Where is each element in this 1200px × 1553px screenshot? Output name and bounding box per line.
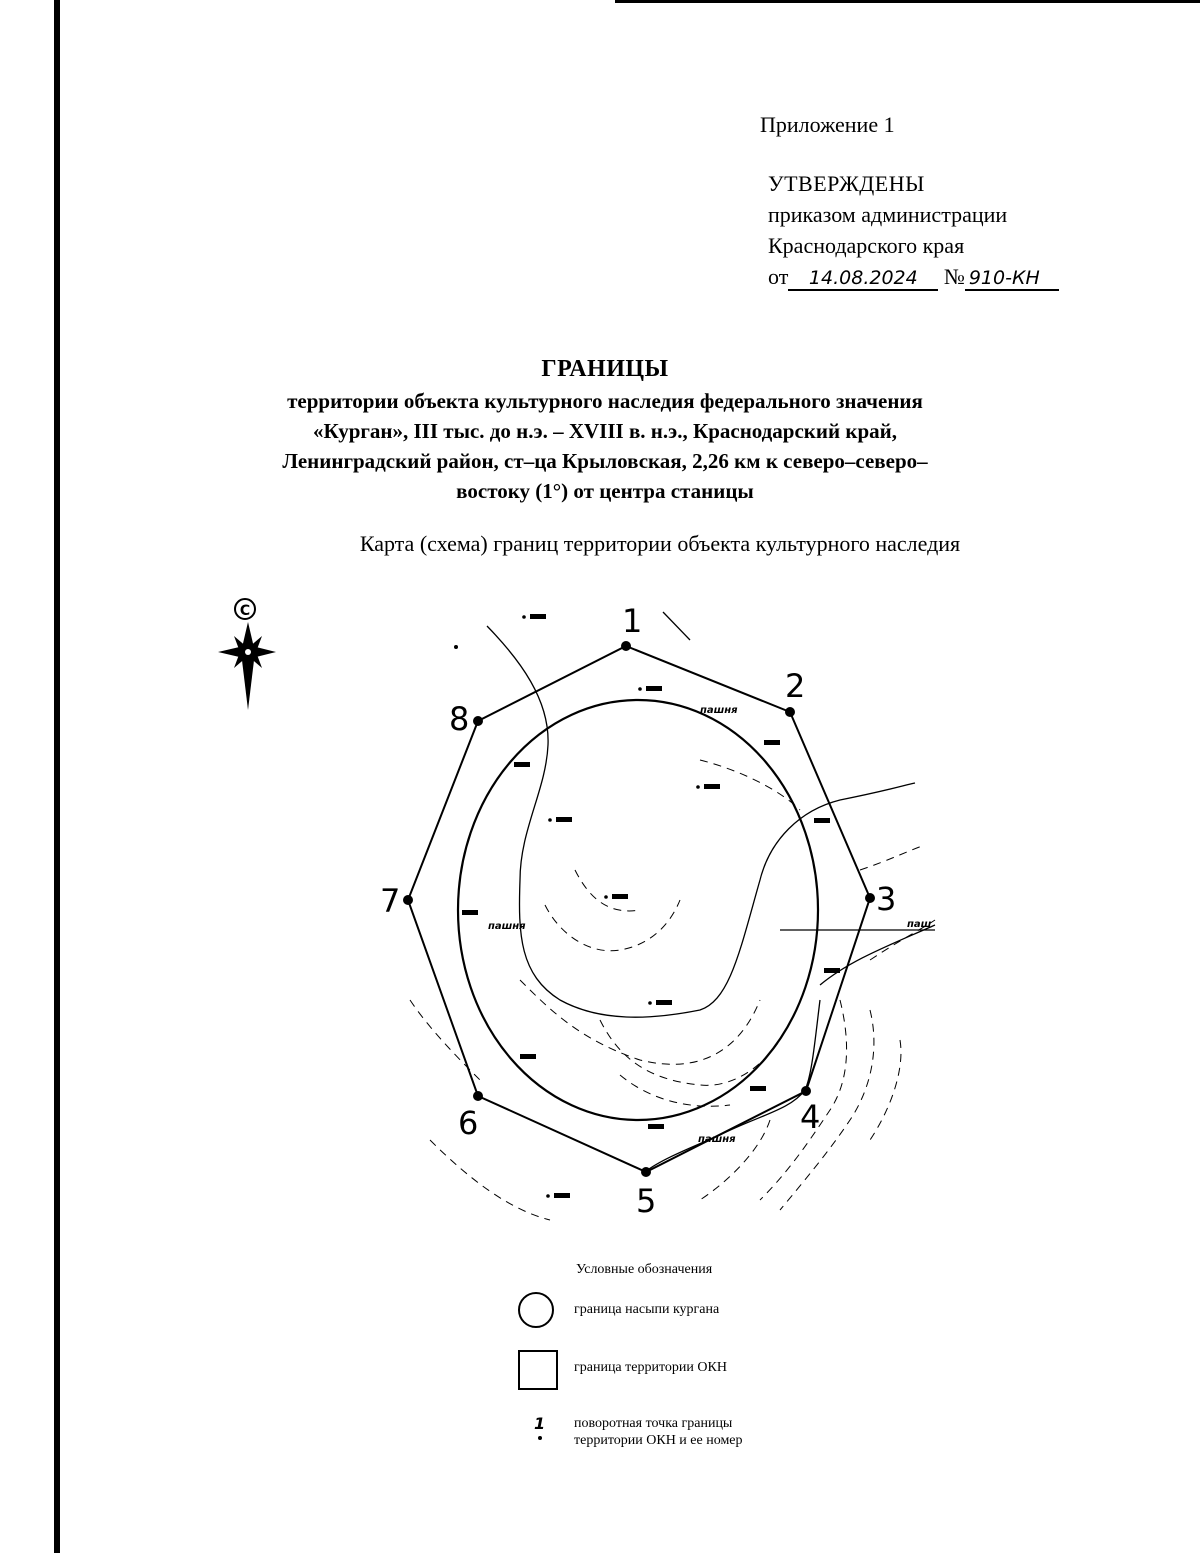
approved-by-line-2: Краснодарского края xyxy=(768,233,965,258)
turning-point-sample: 1 xyxy=(534,1414,546,1433)
turning-point-4 xyxy=(801,1086,811,1096)
turning-point-7 xyxy=(403,895,413,905)
circle-symbol-icon xyxy=(518,1292,554,1328)
legend-point-text-1: поворотная точка границы xyxy=(574,1416,733,1431)
field-label-east: паш xyxy=(907,919,932,930)
number-prefix: № xyxy=(943,264,965,289)
turning-point-1 xyxy=(621,641,631,651)
point-label-7: 7 xyxy=(380,882,401,920)
approved-by-line-1: приказом администрации xyxy=(768,202,1008,227)
order-number: 910-КН xyxy=(965,267,1059,291)
turning-points xyxy=(403,641,875,1177)
turning-point-dot-icon xyxy=(538,1436,542,1440)
approved-heading: УТВЕРЖДЕНЫ xyxy=(768,171,925,196)
north-letter: С xyxy=(239,603,251,619)
legend-mound-text: граница насыпи кургана xyxy=(574,1302,720,1317)
order-date: 14.08.2024 xyxy=(788,267,938,291)
field-label-south: пашня xyxy=(698,1134,736,1145)
point-label-1: 1 xyxy=(622,602,643,640)
north-arrow-icon xyxy=(218,599,276,710)
point-label-8: 8 xyxy=(449,700,470,738)
point-label-5: 5 xyxy=(636,1182,657,1220)
title-line-3: Ленинградский район, ст–ца Крыловская, 2,26 км к северо–северо– xyxy=(282,449,928,473)
mound-boundary xyxy=(458,700,818,1120)
terrain-dashed-contours xyxy=(410,760,935,1220)
field-label-north: пашня xyxy=(700,705,738,716)
point-label-4: 4 xyxy=(800,1098,821,1136)
point-label-3: 3 xyxy=(876,880,897,918)
square-symbol-icon xyxy=(518,1350,558,1390)
point-label-6: 6 xyxy=(458,1104,479,1142)
turning-point-5 xyxy=(641,1167,651,1177)
turning-point-2 xyxy=(785,707,795,717)
turning-point-6 xyxy=(473,1091,483,1101)
turning-point-8 xyxy=(473,716,483,726)
legend-territory-text: граница территории ОКН xyxy=(574,1360,727,1375)
title-heading: ГРАНИЦЫ xyxy=(541,356,669,382)
title-line-4: востоку (1°) от центра станицы xyxy=(456,479,754,503)
turning-point-3 xyxy=(865,893,875,903)
appendix-label: Приложение 1 xyxy=(760,112,895,137)
legend-title: Условные обозначения xyxy=(576,1262,713,1277)
map-caption: Карта (схема) границ территории объекта культурного наследия xyxy=(359,531,961,556)
date-prefix: от xyxy=(768,264,789,289)
point-label-2: 2 xyxy=(785,667,806,705)
title-line-2: «Курган», III тыс. до н.э. – XVIII в. н.э., Краснодарский край, xyxy=(312,419,897,443)
legend-point-text-2: территории ОКН и ее номер xyxy=(574,1433,743,1448)
field-label-west: пашня xyxy=(488,921,526,932)
title-line-1: территории объекта культурного наследия федерального значения xyxy=(287,389,923,413)
